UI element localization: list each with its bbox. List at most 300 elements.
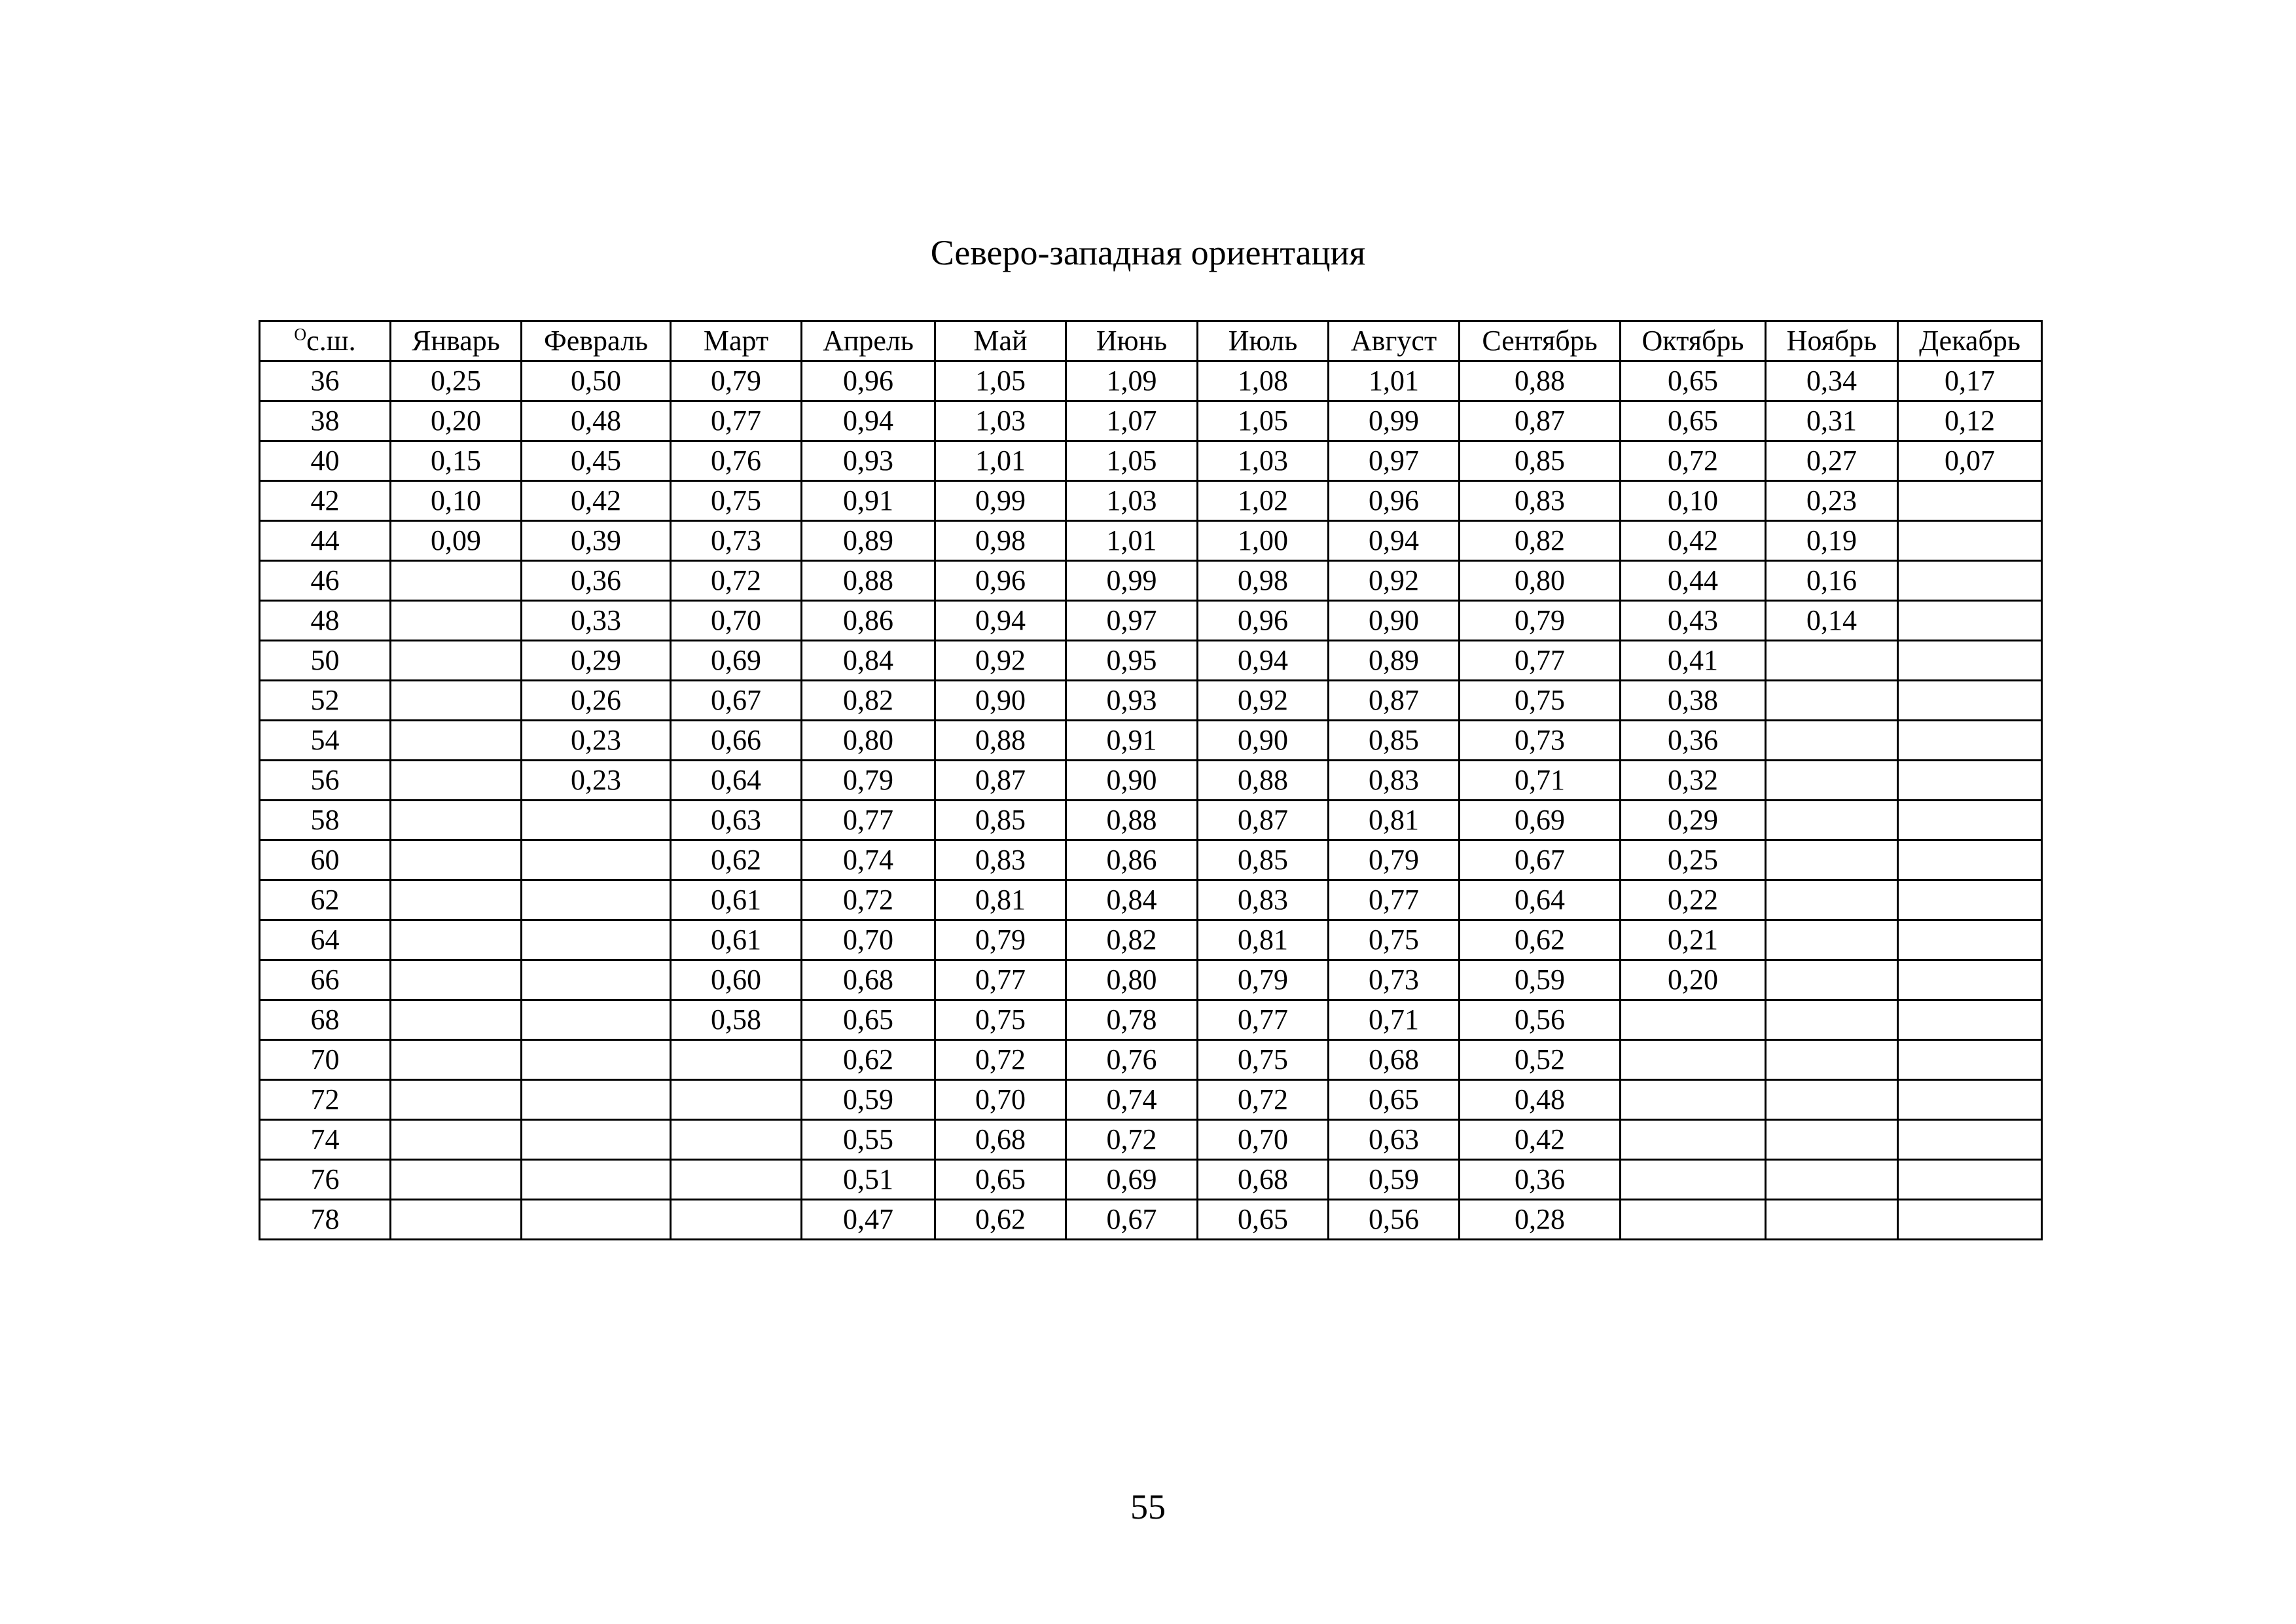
value-cell: 0,80 [1066,960,1198,1000]
value-cell: 0,79 [1460,601,1621,641]
table-row [260,401,2042,441]
value-cell: 0,76 [1066,1040,1198,1080]
value-cell: 0,75 [935,1000,1066,1040]
value-cell: 0,28 [1460,1200,1621,1240]
value-cell: 0,92 [1198,681,1329,721]
month-header: Октябрь [1621,321,1766,361]
value-cell: 0,16 [1766,561,1898,601]
table-row [260,920,2042,960]
value-cell [1766,960,1898,1000]
value-cell: 0,69 [671,641,802,681]
value-cell: 0,73 [1460,721,1621,761]
value-cell: 0,90 [1329,601,1460,641]
value-cell [671,1160,802,1200]
value-cell: 0,10 [1621,481,1766,521]
latitude-cell: 40 [260,441,391,481]
value-cell: 1,05 [1066,441,1198,481]
value-cell: 0,73 [1329,960,1460,1000]
value-cell [671,1200,802,1240]
value-cell: 1,05 [935,361,1066,401]
latitude-cell: 68 [260,1000,391,1040]
value-cell: 0,94 [1198,641,1329,681]
value-cell: 0,65 [1329,1080,1460,1120]
latitude-cell: 36 [260,361,391,401]
value-cell: 0,31 [1766,401,1898,441]
value-cell: 0,29 [1621,801,1766,840]
value-cell: 0,77 [1329,880,1460,920]
value-cell: 0,69 [1066,1160,1198,1200]
value-cell: 0,68 [802,960,935,1000]
value-cell: 0,87 [1460,401,1621,441]
value-cell: 0,88 [1198,761,1329,801]
value-cell: 0,80 [802,721,935,761]
value-cell [391,561,522,601]
value-cell: 0,62 [1460,920,1621,960]
value-cell: 0,56 [1329,1200,1460,1240]
latitude-cell: 50 [260,641,391,681]
latitude-cell: 44 [260,521,391,561]
value-cell: 0,96 [935,561,1066,601]
value-cell: 0,22 [1621,880,1766,920]
latitude-cell: 38 [260,401,391,441]
table-row [260,1000,2042,1040]
value-cell: 0,23 [522,761,671,801]
value-cell: 0,17 [1898,361,2042,401]
value-cell: 0,85 [1198,840,1329,880]
value-cell: 0,34 [1766,361,1898,401]
value-cell [522,880,671,920]
value-cell: 0,97 [1066,601,1198,641]
value-cell [1766,1120,1898,1160]
value-cell: 0,83 [1329,761,1460,801]
latitude-cell: 46 [260,561,391,601]
table-row [260,681,2042,721]
value-cell: 0,42 [1460,1120,1621,1160]
value-cell [1898,920,2042,960]
value-cell: 0,77 [1460,641,1621,681]
value-cell: 0,87 [935,761,1066,801]
value-cell: 0,10 [391,481,522,521]
value-cell: 1,09 [1066,361,1198,401]
value-cell: 0,72 [1198,1080,1329,1120]
value-cell [1898,521,2042,561]
value-cell: 0,85 [935,801,1066,840]
value-cell [1766,641,1898,681]
value-cell [1898,561,2042,601]
value-cell: 0,44 [1621,561,1766,601]
value-cell: 0,48 [522,401,671,441]
value-cell: 0,94 [935,601,1066,641]
value-cell: 0,23 [1766,481,1898,521]
table-row [260,801,2042,840]
value-cell: 0,82 [802,681,935,721]
value-cell: 0,48 [1460,1080,1621,1120]
value-cell: 0,68 [1329,1040,1460,1080]
value-cell: 0,66 [671,721,802,761]
value-cell [522,1040,671,1080]
value-cell: 0,50 [522,361,671,401]
value-cell [1898,880,2042,920]
value-cell: 0,78 [1066,1000,1198,1040]
value-cell: 0,38 [1621,681,1766,721]
value-cell: 0,61 [671,880,802,920]
value-cell [391,960,522,1000]
value-cell: 0,60 [671,960,802,1000]
value-cell: 1,01 [935,441,1066,481]
value-cell [522,920,671,960]
value-cell: 0,83 [1460,481,1621,521]
value-cell: 0,27 [1766,441,1898,481]
latitude-cell: 74 [260,1120,391,1160]
value-cell: 0,95 [1066,641,1198,681]
value-cell: 0,98 [1198,561,1329,601]
value-cell [522,1080,671,1120]
value-cell: 1,07 [1066,401,1198,441]
value-cell: 0,33 [522,601,671,641]
value-cell: 0,62 [935,1200,1066,1240]
value-cell [522,840,671,880]
value-cell [1898,1200,2042,1240]
value-cell: 0,81 [1329,801,1460,840]
table-row [260,641,2042,681]
table-row [260,840,2042,880]
value-cell: 0,74 [1066,1080,1198,1120]
value-cell: 0,70 [1198,1120,1329,1160]
value-cell [671,1120,802,1160]
value-cell [671,1040,802,1080]
value-cell: 0,80 [1460,561,1621,601]
value-cell: 0,88 [935,721,1066,761]
month-header: Апрель [802,321,935,361]
value-cell: 0,63 [671,801,802,840]
value-cell [1898,1080,2042,1120]
value-cell [522,1200,671,1240]
month-header: Август [1329,321,1460,361]
value-cell [1766,1000,1898,1040]
value-cell: 1,01 [1066,521,1198,561]
latitude-cell: 62 [260,880,391,920]
latitude-cell: 42 [260,481,391,521]
value-cell: 0,67 [1460,840,1621,880]
table-row [260,761,2042,801]
value-cell: 0,59 [802,1080,935,1120]
value-cell: 0,29 [522,641,671,681]
value-cell: 0,32 [1621,761,1766,801]
value-cell: 0,87 [1198,801,1329,840]
table-row [260,1080,2042,1120]
value-cell: 0,72 [935,1040,1066,1080]
value-cell: 0,79 [1198,960,1329,1000]
value-cell [391,681,522,721]
value-cell: 1,03 [1066,481,1198,521]
value-cell: 0,97 [1329,441,1460,481]
value-cell: 0,76 [671,441,802,481]
value-cell: 0,72 [671,561,802,601]
value-cell: 0,75 [1460,681,1621,721]
table-row [260,361,2042,401]
value-cell [1898,1120,2042,1160]
table-row [260,1200,2042,1240]
value-cell: 0,39 [522,521,671,561]
value-cell [391,641,522,681]
value-cell: 0,12 [1898,401,2042,441]
value-cell [391,761,522,801]
table-body [260,361,2042,1240]
value-cell [1898,481,2042,521]
latitude-cell: 52 [260,681,391,721]
table-row [260,960,2042,1000]
value-cell: 0,25 [391,361,522,401]
value-cell: 0,55 [802,1120,935,1160]
value-cell [391,1120,522,1160]
value-cell: 0,36 [522,561,671,601]
value-cell [1898,1000,2042,1040]
data-table [259,320,2043,1240]
value-cell [1621,1040,1766,1080]
value-cell [391,1040,522,1080]
value-cell: 0,70 [671,601,802,641]
value-cell: 0,85 [1329,721,1460,761]
value-cell: 0,14 [1766,601,1898,641]
value-cell [1898,960,2042,1000]
table-row [260,721,2042,761]
value-cell: 0,79 [935,920,1066,960]
value-cell: 0,79 [1329,840,1460,880]
value-cell: 0,74 [802,840,935,880]
value-cell [391,1200,522,1240]
value-cell [391,1000,522,1040]
value-cell [1766,920,1898,960]
value-cell: 0,81 [935,880,1066,920]
value-cell [1898,641,2042,681]
value-cell [1898,721,2042,761]
value-cell: 0,26 [522,681,671,721]
latitude-header-label: с.ш. [306,325,356,357]
latitude-cell: 60 [260,840,391,880]
value-cell [391,920,522,960]
latitude-cell: 48 [260,601,391,641]
value-cell: 0,65 [1621,401,1766,441]
value-cell: 0,58 [671,1000,802,1040]
month-header: Июль [1198,321,1329,361]
value-cell [1766,1080,1898,1120]
table-row [260,1160,2042,1200]
value-cell [1766,840,1898,880]
value-cell: 0,20 [391,401,522,441]
value-cell: 0,85 [1460,441,1621,481]
month-header: Июнь [1066,321,1198,361]
value-cell: 0,90 [1066,761,1198,801]
value-cell: 0,96 [1329,481,1460,521]
value-cell [391,801,522,840]
value-cell: 0,56 [1460,1000,1621,1040]
value-cell: 0,88 [1460,361,1621,401]
value-cell: 0,89 [1329,641,1460,681]
value-cell: 0,68 [1198,1160,1329,1200]
table-row [260,601,2042,641]
table-row [260,1120,2042,1160]
table-row [260,521,2042,561]
value-cell [522,1160,671,1200]
value-cell [391,840,522,880]
value-cell: 0,70 [802,920,935,960]
value-cell: 0,43 [1621,601,1766,641]
latitude-cell: 56 [260,761,391,801]
value-cell: 0,84 [802,641,935,681]
value-cell [522,801,671,840]
value-cell: 0,98 [935,521,1066,561]
value-cell: 0,93 [802,441,935,481]
value-cell: 0,99 [1066,561,1198,601]
value-cell: 0,21 [1621,920,1766,960]
value-cell: 0,88 [802,561,935,601]
value-cell [1766,1040,1898,1080]
value-cell: 0,82 [1066,920,1198,960]
value-cell: 0,61 [671,920,802,960]
value-cell [391,1080,522,1120]
value-cell: 0,99 [1329,401,1460,441]
value-cell: 0,23 [522,721,671,761]
latitude-cell: 70 [260,1040,391,1080]
month-header: Сентябрь [1460,321,1621,361]
value-cell [1621,1000,1766,1040]
value-cell: 0,47 [802,1200,935,1240]
value-cell [1621,1120,1766,1160]
table-row [260,481,2042,521]
month-header: Январь [391,321,522,361]
value-cell: 0,93 [1066,681,1198,721]
value-cell [1621,1080,1766,1120]
value-cell: 0,86 [802,601,935,641]
value-cell [1766,1200,1898,1240]
value-cell: 0,96 [1198,601,1329,641]
value-cell [522,1000,671,1040]
value-cell: 0,91 [802,481,935,521]
value-cell: 0,65 [935,1160,1066,1200]
value-cell [1766,681,1898,721]
value-cell: 0,92 [935,641,1066,681]
value-cell [1766,721,1898,761]
value-cell [391,880,522,920]
month-header: Ноябрь [1766,321,1898,361]
value-cell: 0,19 [1766,521,1898,561]
value-cell: 0,89 [802,521,935,561]
latitude-cell: 72 [260,1080,391,1120]
value-cell: 0,83 [1198,880,1329,920]
value-cell: 0,45 [522,441,671,481]
value-cell: 0,62 [671,840,802,880]
value-cell: 0,67 [671,681,802,721]
value-cell [1766,761,1898,801]
value-cell: 0,91 [1066,721,1198,761]
latitude-cell: 58 [260,801,391,840]
value-cell: 0,71 [1460,761,1621,801]
value-cell: 0,64 [671,761,802,801]
value-cell [1898,1040,2042,1080]
value-cell [522,960,671,1000]
value-cell: 0,73 [671,521,802,561]
table-row [260,880,2042,920]
value-cell: 0,92 [1329,561,1460,601]
value-cell [1898,1160,2042,1200]
value-cell [1898,840,2042,880]
value-cell: 0,42 [1621,521,1766,561]
value-cell: 0,65 [802,1000,935,1040]
value-cell: 0,42 [522,481,671,521]
value-cell: 1,08 [1198,361,1329,401]
value-cell: 0,75 [1198,1040,1329,1080]
value-cell: 1,03 [1198,441,1329,481]
value-cell [1621,1200,1766,1240]
latitude-header [260,321,391,361]
value-cell: 0,71 [1329,1000,1460,1040]
value-cell: 0,75 [1329,920,1460,960]
value-cell: 0,88 [1066,801,1198,840]
value-cell: 1,02 [1198,481,1329,521]
value-cell: 0,77 [671,401,802,441]
value-cell: 0,15 [391,441,522,481]
value-cell [1766,801,1898,840]
value-cell: 0,79 [802,761,935,801]
value-cell: 0,36 [1621,721,1766,761]
value-cell: 0,94 [1329,521,1460,561]
value-cell: 0,72 [1621,441,1766,481]
value-cell: 0,36 [1460,1160,1621,1200]
value-cell: 0,81 [1198,920,1329,960]
latitude-cell: 78 [260,1200,391,1240]
month-header: Февраль [522,321,671,361]
value-cell [1898,761,2042,801]
value-cell: 0,62 [802,1040,935,1080]
value-cell: 0,90 [1198,721,1329,761]
value-cell: 0,67 [1066,1200,1198,1240]
latitude-cell: 66 [260,960,391,1000]
value-cell: 0,90 [935,681,1066,721]
value-cell [1898,801,2042,840]
value-cell: 0,59 [1329,1160,1460,1200]
value-cell [1766,1160,1898,1200]
value-cell: 0,79 [671,361,802,401]
value-cell: 0,99 [935,481,1066,521]
latitude-cell: 76 [260,1160,391,1200]
value-cell [391,721,522,761]
value-cell: 0,77 [1198,1000,1329,1040]
degree-symbol: О [294,325,307,344]
value-cell: 0,07 [1898,441,2042,481]
value-cell: 0,87 [1329,681,1460,721]
value-cell: 0,77 [802,801,935,840]
header-row [260,321,2042,361]
table-row [260,561,2042,601]
value-cell: 0,51 [802,1160,935,1200]
value-cell: 0,63 [1329,1120,1460,1160]
value-cell: 0,65 [1621,361,1766,401]
value-cell: 0,70 [935,1080,1066,1120]
value-cell: 0,82 [1460,521,1621,561]
value-cell: 1,00 [1198,521,1329,561]
value-cell: 0,83 [935,840,1066,880]
value-cell: 1,01 [1329,361,1460,401]
month-header: Декабрь [1898,321,2042,361]
value-cell: 0,20 [1621,960,1766,1000]
value-cell: 0,25 [1621,840,1766,880]
table-row [260,441,2042,481]
value-cell: 0,09 [391,521,522,561]
value-cell: 0,84 [1066,880,1198,920]
month-header: Май [935,321,1066,361]
value-cell: 0,41 [1621,641,1766,681]
value-cell: 0,72 [1066,1120,1198,1160]
